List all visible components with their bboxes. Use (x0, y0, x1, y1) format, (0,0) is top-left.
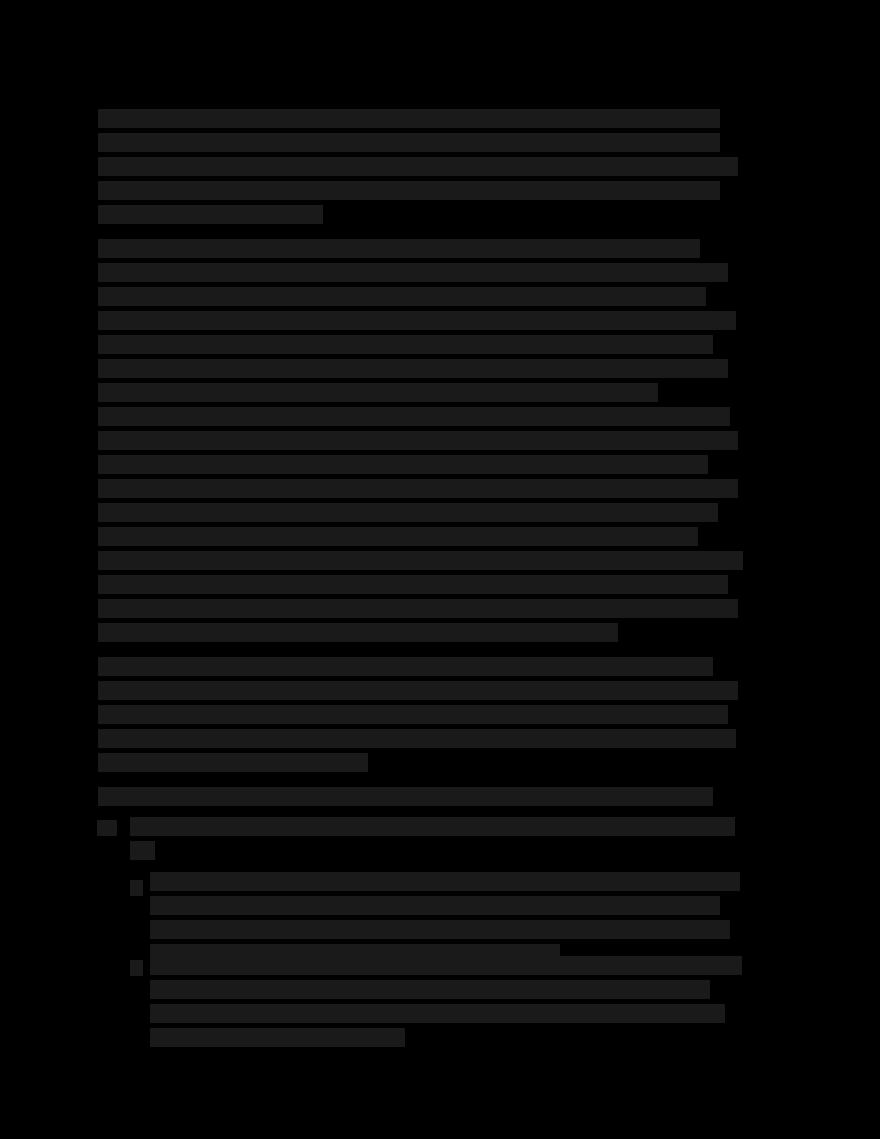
redacted-sub-item-line (150, 896, 720, 915)
redacted-text-line (98, 205, 323, 224)
redacted-sub-item-line (150, 956, 742, 975)
redacted-text-line (98, 599, 738, 618)
redacted-text-line (98, 527, 698, 546)
redacted-list-item-line (130, 817, 735, 836)
redacted-text-line (98, 455, 708, 474)
redacted-text-line (98, 335, 713, 354)
redacted-text-line (98, 787, 713, 806)
redacted-text-line (98, 705, 728, 724)
redacted-text-line (98, 383, 658, 402)
redacted-text-line (98, 133, 720, 152)
redacted-text-line (98, 753, 368, 772)
redacted-sub-item-line (150, 920, 730, 939)
redacted-text-line (98, 729, 736, 748)
redacted-text-line (98, 431, 738, 450)
redacted-list-item-line (130, 841, 155, 860)
redacted-text-line (98, 239, 700, 258)
redacted-text-line (98, 575, 728, 594)
redacted-sub-item-line (150, 1028, 405, 1047)
redacted-text-line (98, 287, 706, 306)
redacted-sub-item-line (150, 980, 710, 999)
redacted-text-line (98, 503, 718, 522)
redacted-sub-item-line (150, 872, 740, 891)
redacted-text-line (98, 681, 738, 700)
redacted-text-line (98, 181, 720, 200)
redacted-text-line (98, 407, 730, 426)
redacted-text-line (98, 623, 618, 642)
redacted-text-line (98, 551, 743, 570)
redacted-text-line (98, 157, 738, 176)
bullet-marker (130, 960, 143, 976)
redacted-text-line (98, 359, 728, 378)
redacted-text-line (98, 311, 736, 330)
redacted-text-line (98, 479, 738, 498)
redacted-text-line (98, 109, 720, 128)
bullet-marker (130, 880, 143, 896)
list-number-marker (97, 820, 117, 836)
redacted-text-line (98, 657, 713, 676)
redacted-sub-item-line (150, 1004, 725, 1023)
redacted-text-line (98, 263, 728, 282)
